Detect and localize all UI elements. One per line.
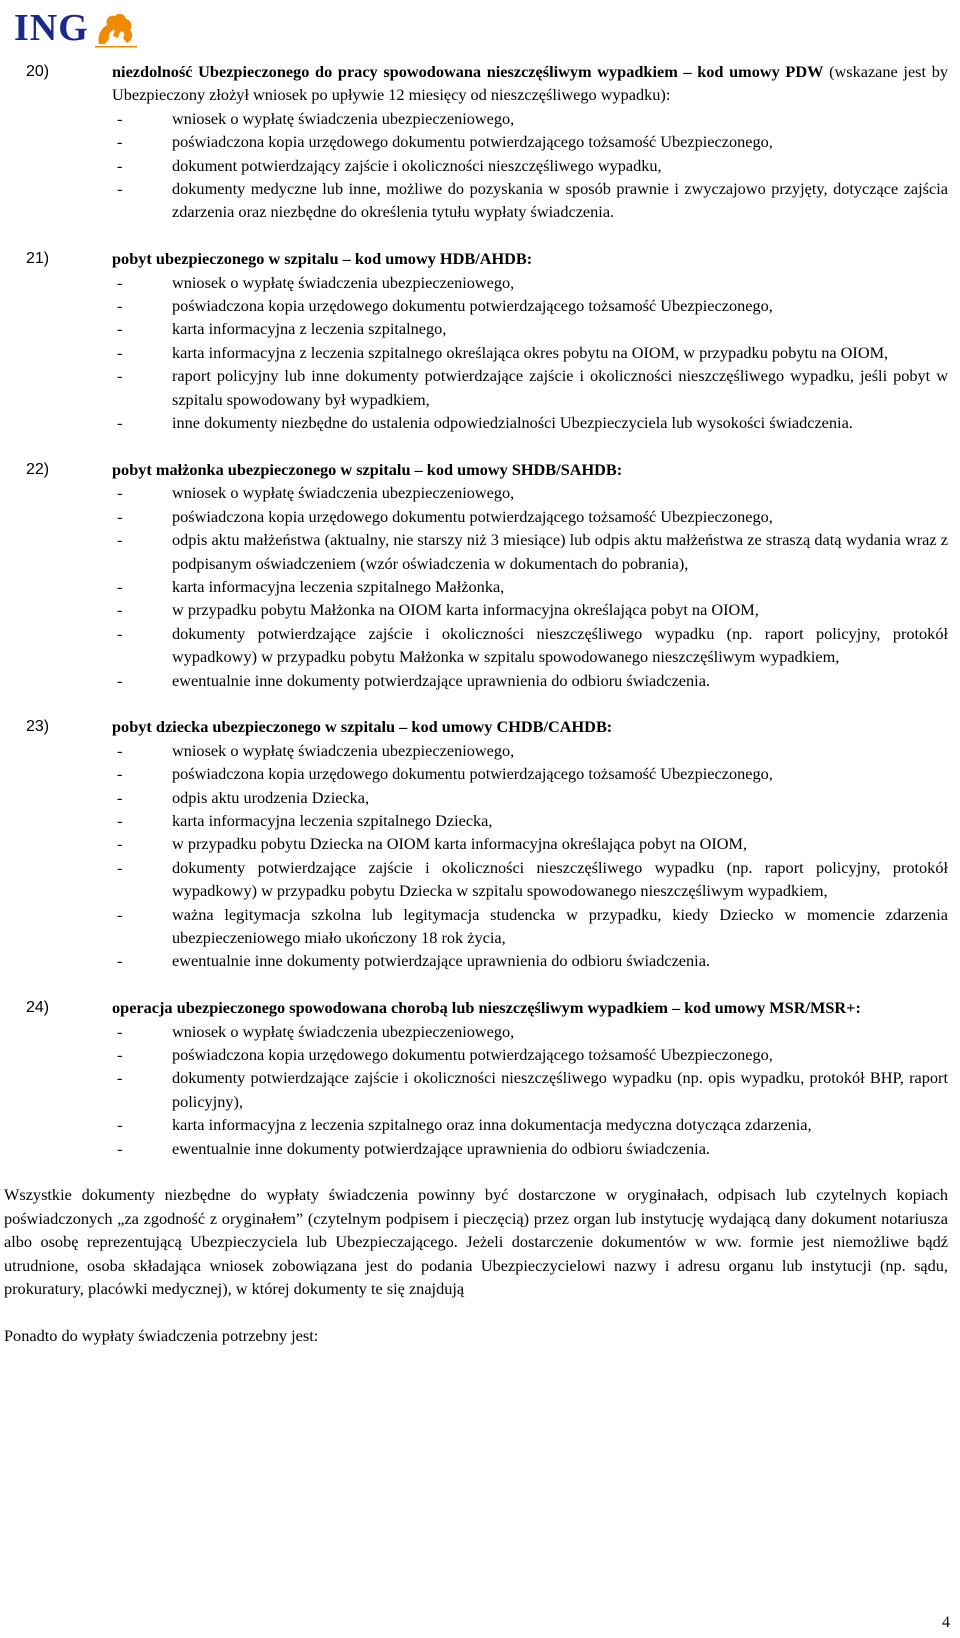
section-title-bold: pobyt małżonka ubezpieczonego w szpitalu – kod umowy SHDB/SAHDB: (112, 459, 623, 479)
list-item: - poświadczona kopia urzędowego dokumentu potwierdzającego tożsamość Ubezpieczonego, (117, 132, 773, 152)
list-item: - karta informacyjna z leczenia szpitalnego, (117, 319, 447, 339)
list-item: - poświadczona kopia urzędowego dokumentu potwierdzającego tożsamość Ubezpieczonego, (117, 764, 773, 784)
section-20 (0, 60, 960, 224)
section-title-bold: operacja ubezpieczonego spowodowana chorobą lub nieszczęśliwym wypadkiem – kod umowy MSR/MSR+: (112, 998, 861, 1018)
list-item: - dokumenty medyczne lub inne, możliwe do pozyskania w sposób prawnie i zwyczajowo przyjęty, dotyczące zajścia zdarzenia oraz niezbędne do określenia tytułu wypłaty świadczenia. (117, 179, 948, 222)
section-title-bold: pobyt ubezpieczonego w szpitalu – kod umowy HDB/AHDB: (112, 249, 533, 269)
requirement-list (112, 1020, 948, 1160)
section-title (112, 996, 948, 1019)
list-item: - dokument potwierdzający zajście i okoliczności nieszczęśliwego wypadku, (117, 155, 662, 175)
list-item: - w przypadku pobytu Dziecka na OIOM karta informacyjna określająca pobyt na OIOM, (117, 834, 748, 854)
requirement-list (112, 739, 948, 973)
closing-line: Ponadto do wypłaty świadczenia potrzebny jest: (4, 1325, 319, 1345)
requirement-list (112, 271, 948, 435)
list-item: - wniosek o wypłatę świadczenia ubezpieczeniowego, (117, 272, 515, 292)
list-item: - poświadczona kopia urzędowego dokumentu potwierdzającego tożsamość Ubezpieczonego, (117, 506, 773, 526)
list-item: - wniosek o wypłatę świadczenia ubezpieczeniowego, (117, 1021, 515, 1041)
document-body (0, 60, 960, 1347)
section-title (112, 60, 948, 107)
section-21 (0, 247, 960, 434)
list-item: - ewentualnie inne dokumenty potwierdzające uprawnienia do odbioru świadczenia. (117, 951, 710, 971)
section-number: 22) (26, 460, 50, 478)
section-title (112, 458, 948, 481)
list-item: - ewentualnie inne dokumenty potwierdzające uprawnienia do odbioru świadczenia. (117, 1138, 710, 1158)
logo-text: ING (14, 7, 89, 49)
footer-paragraph: Wszystkie dokumenty niezbędne do wypłaty świadczenia powinny być dostarczone w oryginałach, odpisach lub czytelnych kopiach poświadczonych „za zgodność z oryginałem” (czytelnym podpisem i pieczęcią) przez organ lub instytucję wydającą dany dokument notariusza albo osobę reprezentującą Ubezpieczyciela lub Ubezpieczającego. Jeżeli dostarczenie dokumentów w ww. formie jest niemożliwe bądź utrudnione, osoba składająca wniosek zobowiązana jest do podania Ubezpieczycielowi nazwy i adresu organu lub instytucji (np. sądu, prokuratury, placówki medycznej), w której dokumenty te się znajdują (4, 1185, 948, 1299)
ing-logo (14, 6, 139, 50)
section-title (112, 715, 948, 738)
section-22 (0, 458, 960, 692)
list-item: - dokumenty potwierdzające zajście i okoliczności nieszczęśliwego wypadku (np. raport policyjny, protokół wypadkowy) w przypadku pobytu Dziecka w szpitalu spowodowanego nieszczęśliwym wypadkiem, (117, 857, 948, 901)
section-title (112, 247, 948, 270)
list-item: - karta informacyjna leczenia szpitalnego Małżonka, (117, 576, 505, 596)
list-item: - karta informacyjna z leczenia szpitalnego oraz inna dokumentacja medyczna dotycząca zdarzenia, (117, 1115, 812, 1135)
section-number: 24) (26, 999, 50, 1017)
list-item: - ważna legitymacja szkolna lub legitymacja studencka w przypadku, kiedy Dziecko w momencie zdarzenia ubezpieczeniowego miało ukończony 18 rok życia, (117, 904, 948, 947)
list-item: - inne dokumenty niezbędne do ustalenia odpowiedzialności Ubezpieczyciela lub wysokości świadczenia. (117, 413, 853, 433)
section-title-bold: niezdolność Ubezpieczonego do pracy spowodowana nieszczęśliwym wypadkiem – kod umowy PDW (112, 62, 824, 81)
requirement-list (112, 481, 948, 692)
list-item: - poświadczona kopia urzędowego dokumentu potwierdzającego tożsamość Ubezpieczonego, (117, 296, 773, 316)
list-item: - dokumenty potwierdzające zajście i okoliczności nieszczęśliwego wypadku (np. opis wypadku, protokół BHP, raport policyjny), (117, 1068, 948, 1111)
list-item: - odpis aktu urodzenia Dziecka, (117, 787, 370, 807)
list-item: - karta informacyjna z leczenia szpitalnego określająca okres pobytu na OIOM, w przypadku pobytu na OIOM, (117, 342, 889, 362)
list-item: - odpis aktu małżeństwa (aktualny, nie starszy niż 3 miesiące) lub odpis aktu małżeństwa ze straszą datą wydania wraz z podpisanym oświadczeniem (wzór oświadczenia w dokumentach do pobrania), (117, 530, 948, 573)
list-item: - karta informacyjna leczenia szpitalnego Dziecka, (117, 810, 493, 830)
lion-icon (93, 8, 139, 48)
list-item: - ewentualnie inne dokumenty potwierdzające uprawnienia do odbioru świadczenia. (117, 670, 710, 690)
list-item: - poświadczona kopia urzędowego dokumentu potwierdzającego tożsamość Ubezpieczonego, (117, 1045, 773, 1064)
section-title-rest: (wskazane jest by Ubezpieczony złożył wniosek po upływie 12 miesięcy od nieszczęśliwego wypadku): (112, 62, 948, 105)
list-item: - wniosek o wypłatę świadczenia ubezpieczeniowego, (117, 483, 515, 503)
section-number: 23) (26, 718, 50, 736)
list-item: - wniosek o wypłatę świadczenia ubezpieczeniowego, (117, 108, 515, 128)
list-item: - w przypadku pobytu Małżonka na OIOM karta informacyjna określająca pobyt na OIOM, (117, 600, 759, 620)
list-item: - raport policyjny lub inne dokumenty potwierdzające zajście i okoliczności nieszczęśliwego wypadku, jeśli pobyt w szpitalu spowodowany był wypadkiem, (117, 366, 948, 409)
section-title-bold: pobyt dziecka ubezpieczonego w szpitalu – kod umowy CHDB/CAHDB: (112, 717, 613, 737)
section-23 (0, 715, 960, 972)
list-item: - wniosek o wypłatę świadczenia ubezpieczeniowego, (117, 740, 515, 760)
section-number: 21) (26, 250, 50, 268)
section-number: 20) (26, 63, 50, 80)
section-24 (0, 996, 960, 1160)
list-item: - dokumenty potwierdzające zajście i okoliczności nieszczęśliwego wypadku (np. raport policyjny, protokół wypadkowy) w przypadku pobytu Małżonka w szpitalu spowodowanego nieszczęśliwym wypadkiem, (117, 623, 948, 667)
page-number: 4 (942, 1613, 950, 1631)
requirement-list (112, 107, 948, 224)
